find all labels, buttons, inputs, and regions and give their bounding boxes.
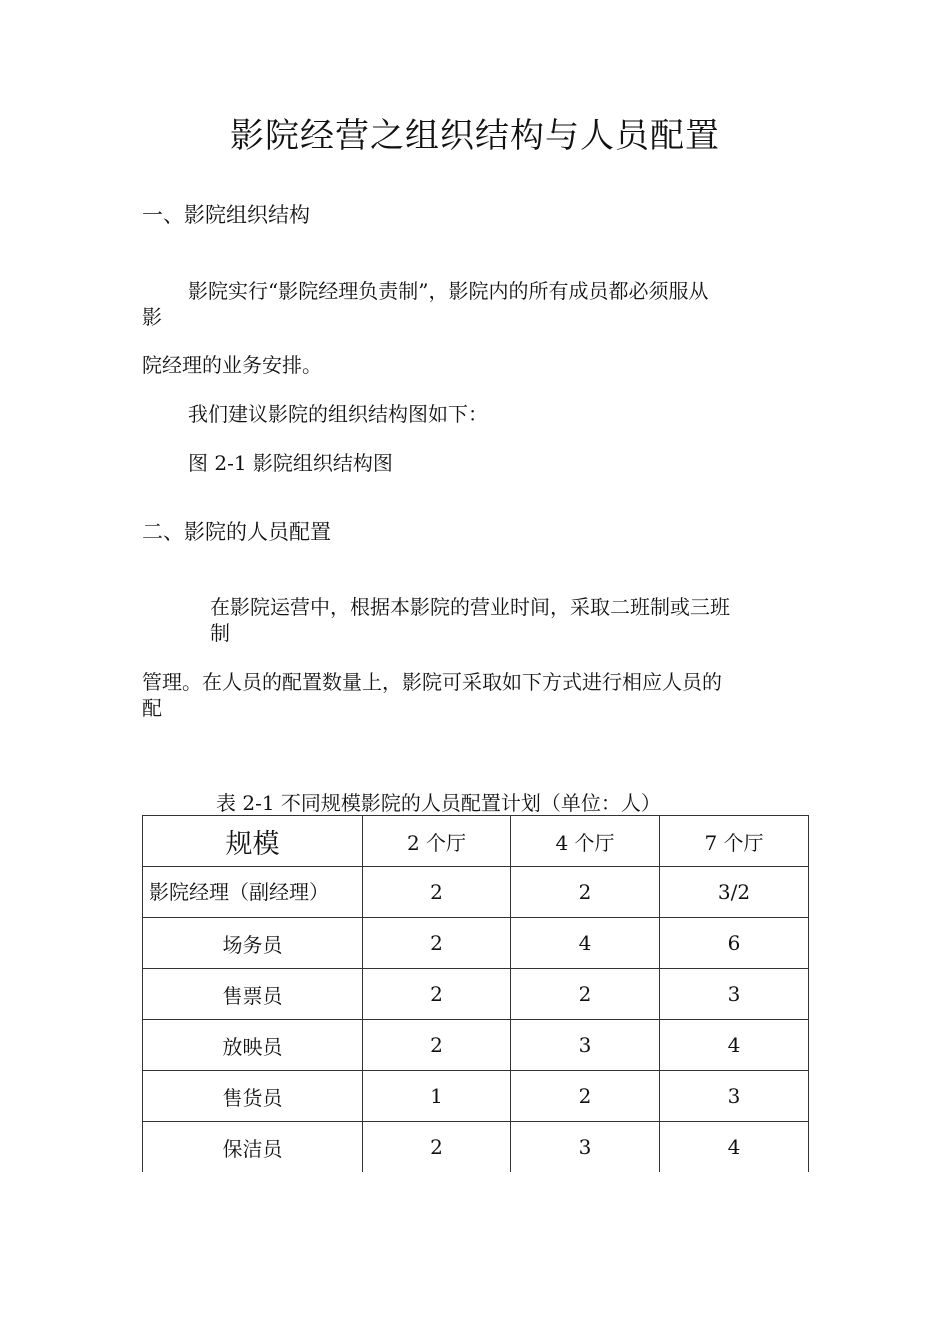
table-cell: 2 <box>363 918 511 969</box>
document-title: 影院经营之组织结构与人员配置 <box>230 116 720 156</box>
staffing-table <box>142 815 809 1172</box>
table-cell-role: 影院经理（副经理） <box>143 867 363 918</box>
table-row <box>143 1020 809 1071</box>
table-row <box>143 1122 809 1173</box>
table-cell: 2 <box>511 1071 660 1122</box>
table-row <box>143 867 809 918</box>
table-cell: 2 <box>511 969 660 1020</box>
table-cell: 2 <box>363 1122 511 1173</box>
section-heading-staffing: 二、影院的人员配置 <box>142 520 331 544</box>
table-cell: 2 <box>511 867 660 918</box>
table-cell: 2 <box>363 1020 511 1071</box>
table-cell: 4 <box>511 918 660 969</box>
table-header-cell: 4 个厅 <box>511 816 660 867</box>
paragraph-line: 配 <box>142 696 162 720</box>
paragraph-line: 影院实行“影院经理负责制”，影院内的所有成员都必须服从 <box>188 279 709 303</box>
table-cell: 1 <box>363 1071 511 1122</box>
figure-caption: 图 2-1 影院组织结构图 <box>188 451 393 475</box>
table-header-row <box>143 816 809 867</box>
table-cell: 3 <box>660 1071 809 1122</box>
table-row <box>143 969 809 1020</box>
table-row <box>143 918 809 969</box>
table-cell: 3/2 <box>660 867 809 918</box>
table-cell-role: 放映员 <box>143 1020 363 1071</box>
table-header-cell: 7 个厅 <box>660 816 809 867</box>
table-cell: 2 <box>363 969 511 1020</box>
table-cell: 4 <box>660 1020 809 1071</box>
paragraph-line: 管理。在人员的配置数量上，影院可采取如下方式进行相应人员的 <box>142 670 722 694</box>
section-heading-org-structure: 一、影院组织结构 <box>142 203 310 227</box>
paragraph-line: 制 <box>210 621 230 645</box>
table-header-cell: 2 个厅 <box>363 816 511 867</box>
table-caption: 表 2-1 不同规模影院的人员配置计划（单位：人） <box>216 791 661 815</box>
table-cell-role: 售货员 <box>143 1071 363 1122</box>
paragraph-line: 影 <box>142 305 162 329</box>
table-cell-role: 场务员 <box>143 918 363 969</box>
table-cell: 4 <box>660 1122 809 1173</box>
table-cell: 6 <box>660 918 809 969</box>
paragraph-line: 我们建议影院的组织结构图如下： <box>188 402 488 426</box>
table-cell-role: 保洁员 <box>143 1122 363 1173</box>
table-header-cell: 规模 <box>143 816 363 867</box>
table-cell: 3 <box>660 969 809 1020</box>
table-row <box>143 1071 809 1122</box>
table-cell: 3 <box>511 1122 660 1173</box>
paragraph-line: 院经理的业务安排。 <box>142 353 322 377</box>
paragraph-line: 在影院运营中，根据本影院的营业时间，采取二班制或三班 <box>210 595 730 619</box>
table-cell-role: 售票员 <box>143 969 363 1020</box>
table-cell: 3 <box>511 1020 660 1071</box>
table-cell: 2 <box>363 867 511 918</box>
